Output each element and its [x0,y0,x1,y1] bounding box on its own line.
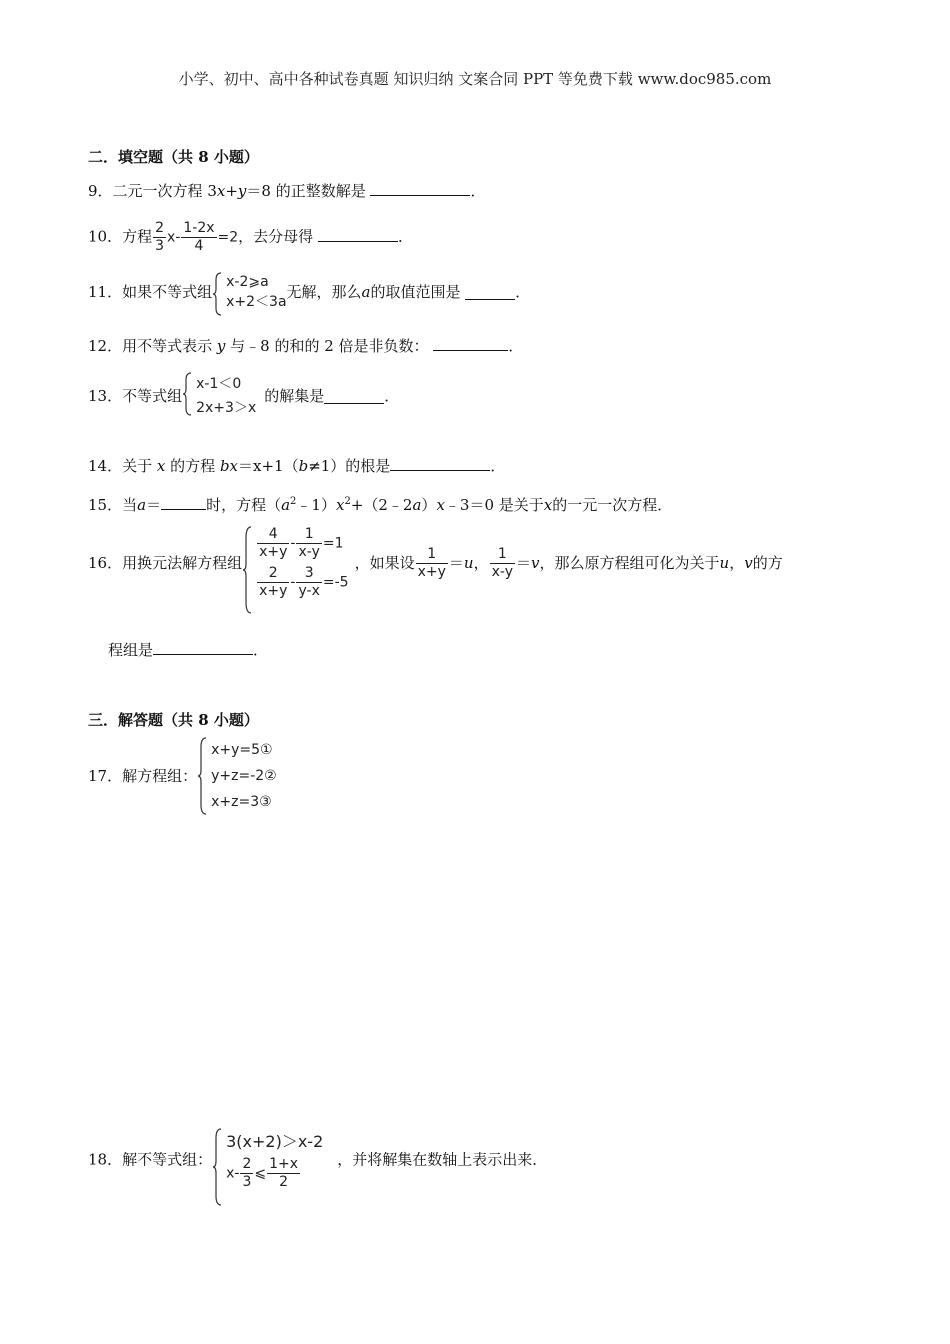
page-header: 小学、初中、高中各种试卷真题 知识归纳 文案合同 PPT 等免费下载 www.doc985.com [178,70,772,88]
q18-text-post: ，并将解集在数轴上表示出来． [337,1150,548,1169]
q18-number: 18． [88,1150,123,1169]
q11-var-a: a [361,283,371,301]
q14-text: 关于 [122,457,153,475]
q14-equation: ＝x+1（ [238,457,299,475]
section-fill-in-title: 二．填空题（共 8 小题） [88,148,259,166]
q14-var-bx: bx [219,457,238,475]
q10-equals: =2 [217,229,239,246]
q15-answer-blank[interactable] [161,495,206,510]
q18-inequality-system: 3(x+2)＞x-2 x- $\frac{2}{3}$ ⩽ $\frac{1+x}{2}$ [212,1128,323,1191]
q12-answer-blank[interactable] [433,336,508,351]
q12-text: 用不等式表示 [122,337,213,355]
q10-number: 10． [88,227,123,246]
q9-plus: + [225,182,238,200]
q11-answer-blank[interactable] [465,285,515,300]
question-18 [88,1128,547,1191]
q16-text-post: ，那么原方程组可化为关于 [539,554,720,572]
q11-inequality-system: x-2⩾a x+2＜3a [212,272,286,312]
q18-text: 解不等式组： [122,1150,213,1169]
q16-tail: 的方 [752,554,783,572]
q16-var-v: v [531,554,540,572]
q15-var-a2: a [281,496,291,514]
q16-v-fraction: $\frac{1}{x-y}$ [491,545,513,580]
q17-text: 解方程组： [122,767,198,785]
q17-number: 17． [88,767,123,785]
q12-text-post: 与﹣8 的和的 2 倍是非负数： [230,337,429,355]
q15-var-a3: a [412,496,422,514]
q10-end: ． [397,227,413,246]
brace-icon [197,737,207,815]
q15-sup-2: 2 [344,496,351,507]
q15-var-x2: x [335,496,345,514]
q16-var-v2: v [744,554,753,572]
q16-number: 16． [88,554,123,572]
q14-text-neq: ≠1）的根是 [308,457,391,475]
q15-text-post: 的一元一次方程． [552,496,673,514]
q10-fraction-2: $\frac{1-2x}{4}$ [183,220,215,254]
q15-var-a: a [137,496,147,514]
q10-fraction-1: $\frac{2}{3}$ [155,220,165,254]
question-13 [88,372,399,420]
q15-var-x4: x [543,496,553,514]
q16-sep: ， [729,554,745,572]
q15-text: 当 [122,496,138,514]
q13-inequality-system: x-1＜0 2x+3＞x [182,372,256,420]
q11-text: 如果不等式组 [122,283,213,301]
q9-answer-blank[interactable] [370,181,470,196]
q10-text-post: ，去分母得 [238,227,314,246]
q9-text: 二元一次方程 3 [112,182,217,200]
q16-var-u2: u [719,554,730,572]
question-15 [88,492,672,515]
q16-u-fraction: $\frac{1}{x+y}$ [417,545,446,580]
q15-eq: ＝ [146,496,162,514]
q10-x-minus: x- [167,229,181,246]
q11-number: 11． [88,283,123,301]
q9-var-x: x [216,182,226,200]
q15-m4: ﹣3＝0 是关于 [444,496,544,514]
question-11 [88,272,530,312]
q10-answer-blank[interactable] [318,227,398,242]
question-17 [88,737,277,815]
q9-text-post: ＝8 的正整数解是 [246,182,366,200]
q15-sup-1: 2 [290,496,297,507]
q12-end: ． [508,337,524,355]
q10-text: 方程 [122,227,153,246]
q13-answer-blank[interactable] [324,389,384,404]
q16-answer-blank[interactable] [153,640,253,655]
question-16 [88,526,783,600]
q15-m3: ） [421,496,437,514]
q16-line2-text: 程组是 [108,641,154,659]
q15-number: 15． [88,496,123,514]
q13-text: 不等式组 [122,387,183,405]
question-10 [88,220,413,255]
q16-text-mid: ，如果设 [354,554,415,572]
q16-comma: ， [473,554,489,572]
brace-icon [182,372,192,416]
brace-icon [242,526,252,614]
q9-number: 9． [88,182,113,200]
q14-number: 14． [88,457,123,475]
q15-text-mid: 时，方程（ [206,496,282,514]
question-16-line-2 [108,640,268,660]
q15-m2: +（2﹣2 [350,496,413,514]
q14-var-x: x [156,457,166,475]
q14-text-mid: 的方程 [170,457,216,475]
q16-var-u: u [463,554,474,572]
q13-number: 13． [88,387,123,405]
q9-var-y: y [237,182,247,200]
brace-icon [212,272,222,316]
section-answer-title: 三．解答题（共 8 小题） [88,711,259,729]
q12-var-y: y [216,337,226,355]
brace-icon [212,1128,222,1206]
q12-number: 12． [88,337,123,355]
question-12 [88,336,523,356]
q13-text-post: 的解集是 [264,387,325,405]
q15-var-x3: x [436,496,445,514]
question-9 [88,181,486,201]
q14-end: ． [490,457,506,475]
q14-var-b: b [298,457,309,475]
q16-ueq: ＝ [448,554,464,572]
q16-end: ． [253,641,269,659]
q11-end: ． [515,283,531,301]
q17-equation-system: x+y=5① y+z=-2② x+z=3③ [197,737,277,815]
q14-answer-blank[interactable] [390,456,490,471]
q16-veq: ＝ [516,554,532,572]
q15-m1: ﹣1） [296,496,336,514]
q9-end: ． [470,182,486,200]
q13-end: ． [384,387,400,405]
q16-text: 用换元法解方程组 [122,554,243,572]
question-14 [88,456,505,476]
q11-text-mid: 无解，那么 [286,283,362,301]
q11-text-post: 的取值范围是 [370,283,461,301]
q16-equation-system: $\frac{4}{x+y}$ - $\frac{1}{x-y}$ =1 $\frac{2}{x+y}$ - $\frac{3}{y-x}$ =-5 [242,526,348,600]
